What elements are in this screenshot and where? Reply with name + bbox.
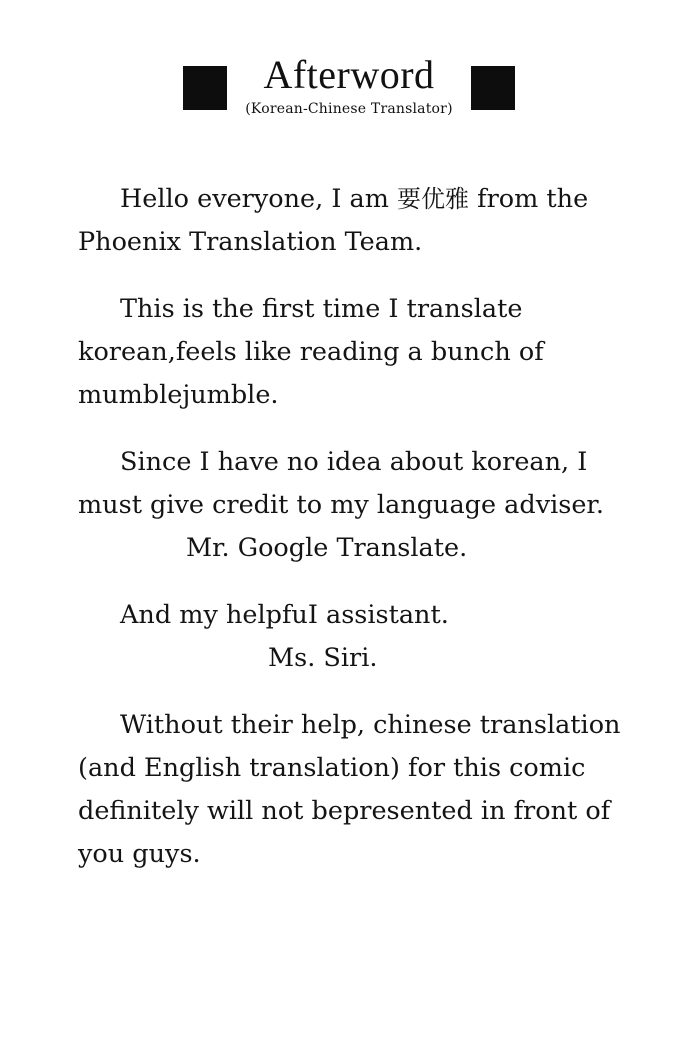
assistant-callout: Ms. Siri.	[268, 643, 378, 673]
title-block	[245, 52, 452, 118]
decorative-square-right	[471, 66, 515, 110]
greeting-tail: from the Phoenix Translation Team.	[78, 184, 589, 257]
paragraph-first-time: This is the first time I translate korean,feels like reading a bunch of mumblejumble.	[78, 294, 544, 410]
paragraph-greeting	[78, 178, 624, 264]
page-title: Afterword	[263, 52, 435, 97]
decorative-square-left	[183, 66, 227, 110]
credit-text: Since I have no idea about korean, I must give credit to my language adviser.	[78, 447, 604, 520]
paragraph-closing: Without their help, chinese translation (and English translation) for this comic definitely will not bepresented in front of you guys.	[78, 710, 621, 869]
greeting-lead: Hello everyone, I am	[120, 184, 398, 214]
paragraph-assistant	[78, 594, 624, 680]
page-subtitle: (Korean-Chinese Translator)	[245, 101, 453, 117]
assistant-text: And my helpfuI assistant.	[120, 600, 449, 630]
translator-name-cjk: 要优雅	[397, 185, 470, 213]
afterword-body	[78, 178, 624, 876]
paragraph-credit	[78, 441, 624, 570]
page-header	[0, 52, 698, 118]
credit-callout: Mr. Google Translate.	[186, 533, 468, 563]
